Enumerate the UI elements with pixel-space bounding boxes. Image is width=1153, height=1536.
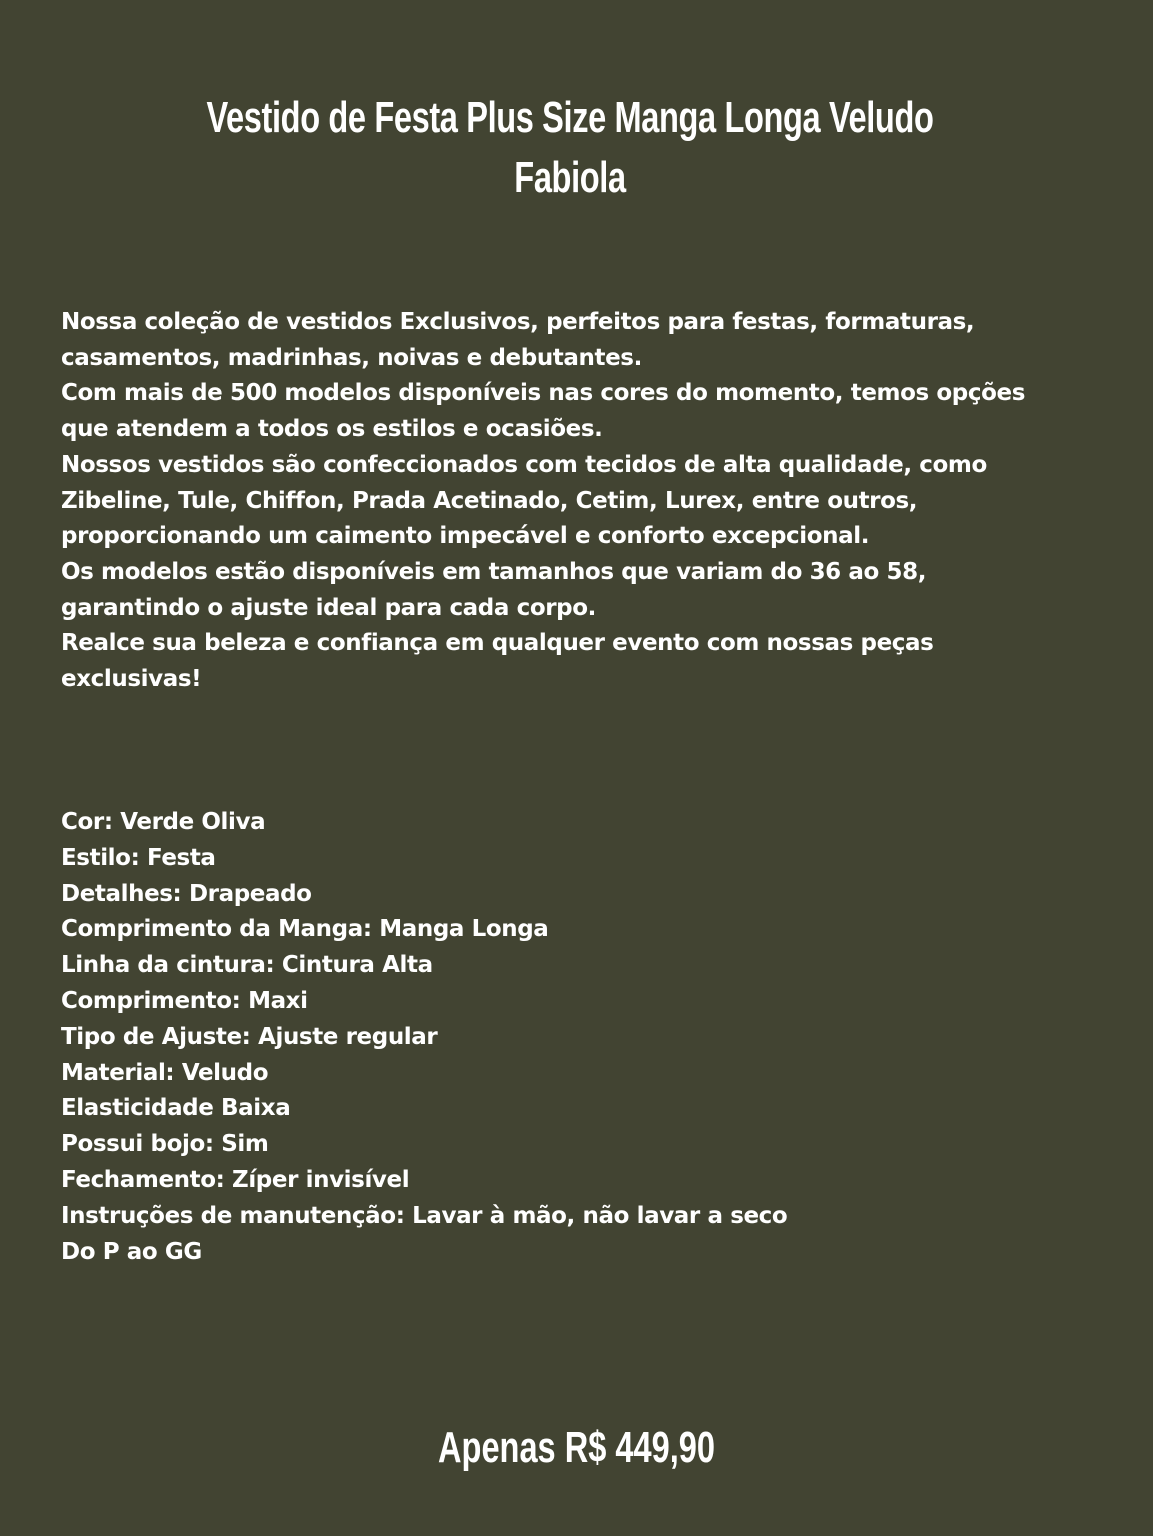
product-title: Vestido de Festa Plus Size Manga Longa Veludo Fabiola [206,93,934,202]
product-description [61,305,1061,698]
spec-item: Possui bojo: Sim [61,1131,269,1158]
spec-item: Estilo: Festa [61,844,216,871]
spec-item: Comprimento: Maxi [61,987,308,1014]
price-label: Apenas R$ 449,90 [438,1423,715,1472]
spec-item: Material: Veludo [61,1059,269,1086]
spec-item: Do P ao GG [61,1238,202,1265]
spec-item: Linha da cintura: Cintura Alta [61,952,433,979]
description-paragraph: Nossa coleção de vestidos Exclusivos, perfeitos para festas, formaturas, casamentos, madrinhas, noivas e debutantes. [61,309,975,371]
description-paragraph: Realce sua beleza e confiança em qualquer evento com nossas peças exclusivas! [61,630,934,693]
spec-item: Instruções de manutenção: Lavar à mão, não lavar a seco [61,1202,788,1229]
description-paragraph: Os modelos estão disponíveis em tamanhos que variam do 36 ao 58, garantindo o ajuste ideal para cada corpo. [61,558,927,621]
spec-item: Tipo de Ajuste: Ajuste regular [61,1023,438,1050]
product-specs-list [61,805,1061,1270]
spec-item: Comprimento da Manga: Manga Longa [61,916,549,943]
description-paragraph: Com mais de 500 modelos disponíveis nas cores do momento, temos opções que atendem a todos os estilos e ocasiões. [61,380,1025,443]
spec-item: Fechamento: Zíper invisível [61,1166,410,1193]
spec-item: Cor: Verde Oliva [61,809,266,835]
spec-item: Elasticidade Baixa [61,1095,291,1122]
spec-item: Detalhes: Drapeado [61,880,312,907]
description-paragraph: Nossos vestidos são confeccionados com tecidos de alta qualidade, como Zibeline, Tule, Chiffon, Prada Acetinado, Cetim, Lurex, entre outros, proporcionando um caimento impecável e conforto excepcional. [61,451,987,550]
